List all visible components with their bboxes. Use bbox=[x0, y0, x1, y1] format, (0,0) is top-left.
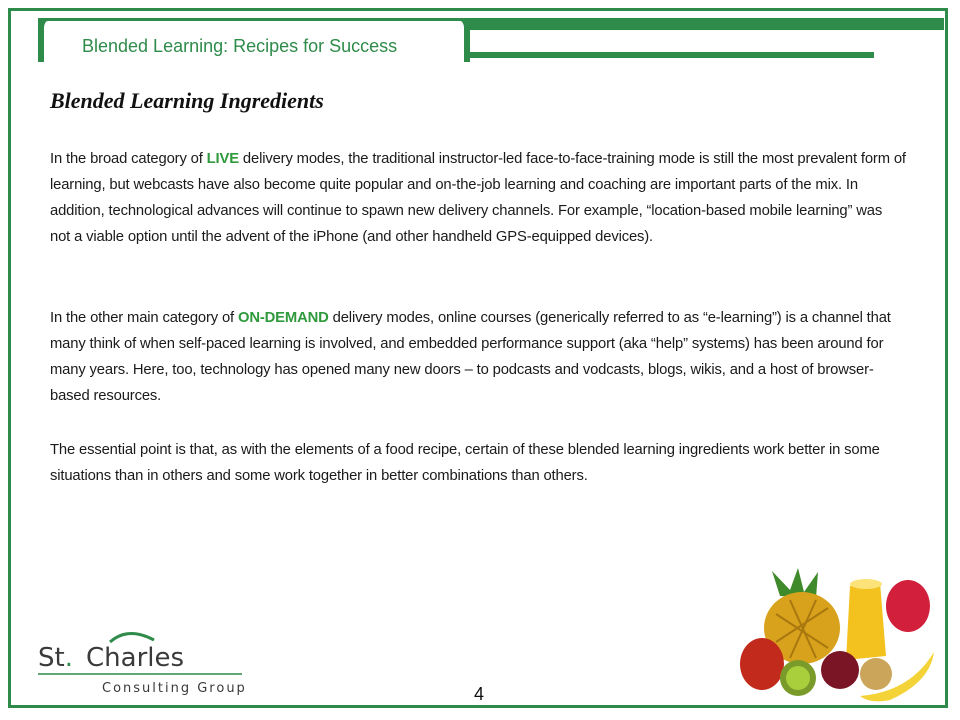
paragraph-live bbox=[50, 146, 906, 250]
paragraph-on-demand bbox=[50, 305, 906, 409]
pineapple-top-slice bbox=[850, 579, 882, 589]
mango-icon bbox=[740, 638, 784, 690]
logo-charles: Charles bbox=[86, 643, 185, 673]
cherry-icon bbox=[821, 651, 859, 689]
paragraph-essential-point: The essential point is that, as with the elements of a food recipe, certain of these blended learning ingredients work better in some situations than in others and some work together in better combinations than others. bbox=[50, 442, 880, 484]
logo-consulting-group: Consulting Group bbox=[102, 681, 247, 696]
st-charles-logo bbox=[36, 628, 251, 698]
slide-heading: Blended Learning Ingredients bbox=[50, 88, 324, 113]
kiwi-inside bbox=[786, 666, 810, 690]
page-number: 4 bbox=[474, 684, 485, 704]
fruit-image bbox=[740, 566, 940, 702]
header-title: Blended Learning: Recipes for Success bbox=[82, 36, 398, 56]
paragraph-text: delivery modes, online courses (generically referred to as “e-learning”) is a channel that many think of when self-paced learning is involved, and embedded performance support (aka “help” systems) has been around for many years. Here, too, technology has opened many new doors – to podcasts and vodcasts, blogs, wikis, and a host of browser-based resources. bbox=[50, 310, 891, 404]
logo-st: St. bbox=[38, 643, 73, 673]
lychee-icon bbox=[860, 658, 892, 690]
paragraph-text: In the broad category of bbox=[50, 151, 207, 167]
paragraph-text: delivery modes, the traditional instructor-led face-to-face-training mode is still the most prevalent form of learning, but webcasts have also become quite popular and on-the-job learning and coaching are important parts of the mix. In addition, technological advances will continue to spawn new delivery channels. For example, “location-based mobile learning” was not a viable option until the advent of the iPhone (and other handheld GPS-equipped devices). bbox=[50, 151, 906, 245]
paragraph-text: In the other main category of bbox=[50, 310, 238, 326]
dragon-fruit-icon bbox=[886, 580, 930, 632]
on-demand-highlight: ON-DEMAND bbox=[237, 310, 329, 326]
logo-swoosh bbox=[110, 633, 154, 642]
header-underline bbox=[470, 52, 874, 58]
live-highlight: LIVE bbox=[206, 151, 239, 167]
cut-pineapple-icon bbox=[846, 582, 886, 660]
